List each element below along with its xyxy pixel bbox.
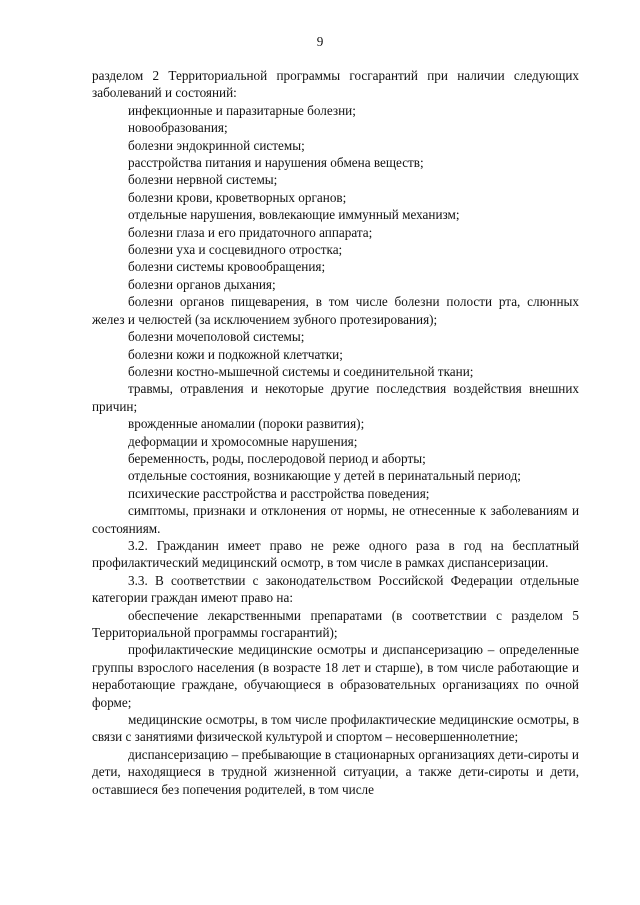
paragraph: отдельные состояния, возникающие у детей в перинатальный период; (128, 468, 521, 484)
paragraph: болезни органов пищеварения, в том числе болезни полости рта, слюнных желез и челюстей (за исключением зубного протезирования); (92, 294, 579, 327)
paragraph: 3.2. Гражданин имеет право не реже одного раза в год на бесплатный профилактический медицинский осмотр, в том числе в рамках диспансеризации. (92, 537, 579, 571)
paragraph: обеспечение лекарственными препаратами (в соответствии с разделом 5 Территориальной программы госгарантий); (92, 607, 579, 640)
paragraph: болезни кожи и подкожной клетчатки; (128, 346, 343, 362)
paragraph: 3.3. В соответствии с законодательством Российской Федерации отдельные категории граждан имеют право на: (92, 572, 579, 606)
paragraph: болезни системы кровообращения; (128, 259, 326, 275)
paragraph: болезни глаза и его придаточного аппарата; (128, 224, 373, 240)
paragraph: болезни костно-мышечной системы и соединительной ткани; (128, 363, 474, 379)
paragraph: болезни нервной системы; (128, 172, 278, 188)
paragraph: медицинские осмотры, в том числе профилактические медицинские осмотры, в связи с занятиями физической культурой и спортом – несовершеннолетние; (92, 712, 579, 745)
paragraph: болезни крови, кроветворных органов; (128, 189, 347, 205)
paragraph: болезни уха и сосцевидного отростка; (128, 242, 343, 258)
document-body (92, 67, 579, 798)
paragraph: беременность, роды, послеродовой период и аборты; (128, 450, 426, 466)
paragraph: отдельные нарушения, вовлекающие иммунный механизм; (128, 207, 460, 223)
paragraph: травмы, отравления и некоторые другие последствия воздействия внешних причин; (92, 381, 579, 414)
paragraph: профилактические медицинские осмотры и диспансеризацию – определенные группы взрослого населения (в возрасте 18 лет и старше), в том числе работающие и неработающие граждане, обучающиеся в образовательных организациях по очной форме; (92, 642, 579, 710)
page-number: 9 (316, 34, 324, 49)
paragraph: разделом 2 Территориальной программы госгарантий при наличии следующих заболеваний и состояний: (92, 68, 579, 101)
paragraph: инфекционные и паразитарные болезни; (128, 102, 356, 118)
paragraph: болезни органов дыхания; (128, 276, 276, 292)
paragraph: новообразования; (128, 120, 228, 136)
paragraph: психические расстройства и расстройства поведения; (128, 485, 430, 501)
paragraph: диспансеризацию – пребывающие в стационарных организациях дети-сироты и дети, находящиеся в трудной жизненной ситуации, а также дети-сироты и дети, оставшиеся без попечения родителей, в том числе (92, 746, 579, 797)
paragraph: симптомы, признаки и отклонения от нормы, не отнесенные к заболеваниям и состояниям. (92, 503, 579, 536)
paragraph: деформации и хромосомные нарушения; (128, 433, 358, 449)
paragraph: врожденные аномалии (пороки развития); (128, 416, 365, 432)
paragraph: болезни эндокринной системы; (128, 137, 305, 153)
paragraph: расстройства питания и нарушения обмена веществ; (128, 155, 424, 171)
paragraph: болезни мочеполовой системы; (128, 329, 305, 345)
